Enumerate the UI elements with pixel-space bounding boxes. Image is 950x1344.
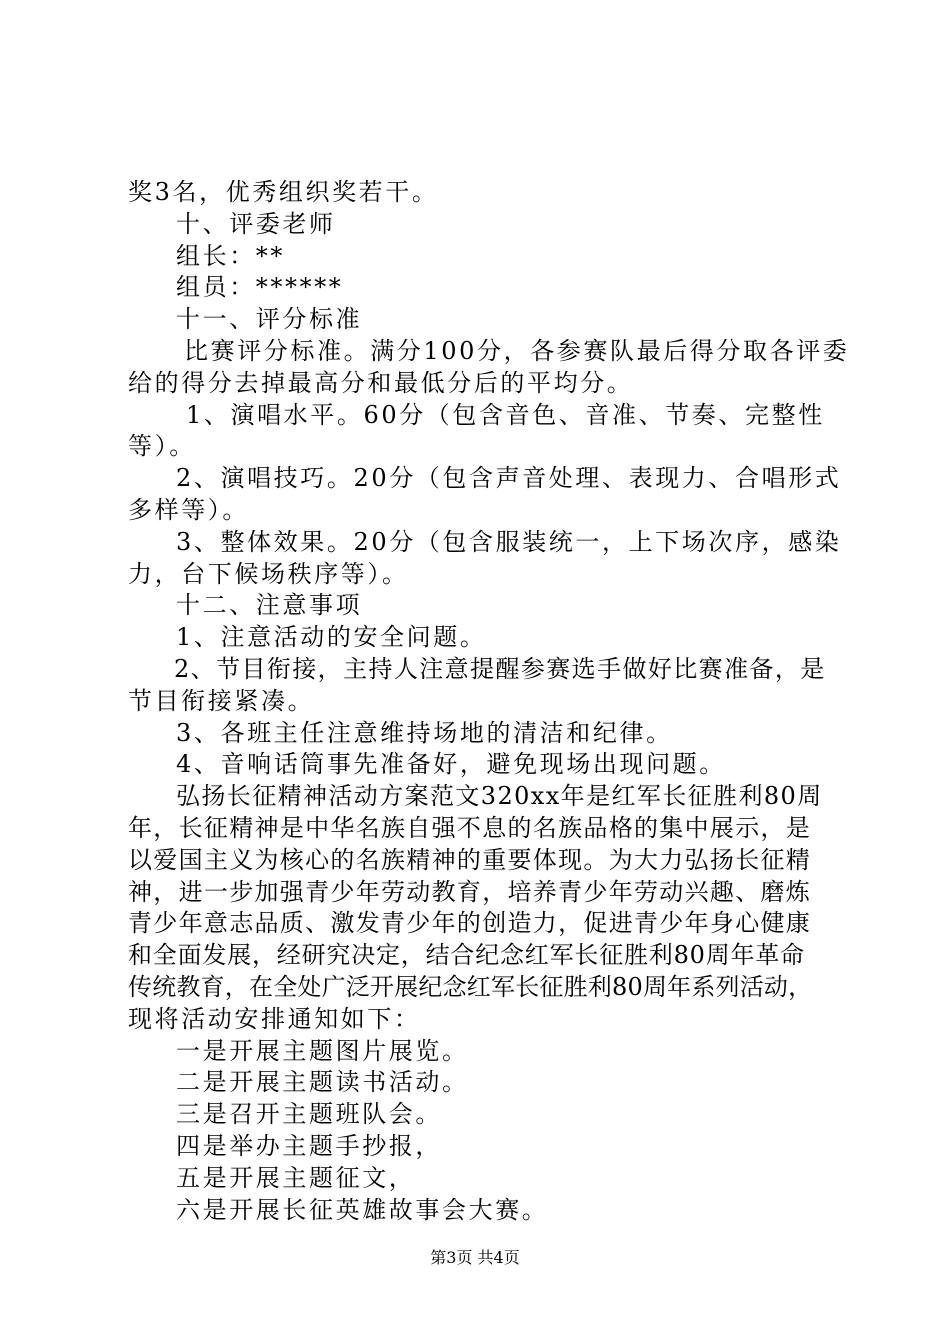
page-number-footer: 第3页 共4页 <box>430 1248 520 1267</box>
section-heading-notes: 十二、注意事项 <box>176 591 363 620</box>
text-line: 比赛评分标准。满分100分，各参赛队最后得分取各评委 <box>184 336 850 365</box>
text-line: 年，长征精神是中华名族自强不息的名族品格的集中展示，是 <box>128 813 812 842</box>
section-heading-judges: 十、评委老师 <box>176 209 336 238</box>
list-item: 三是召开主题班队会。 <box>176 1100 442 1129</box>
text-line: 现将活动安排通知如下： <box>128 1004 421 1033</box>
list-item: 二是开展主题读书活动。 <box>176 1068 469 1097</box>
text-line: 组长：** <box>176 241 285 270</box>
text-line: 2、演唱技巧。20分（包含声音处理、表现力、合唱形式 <box>176 464 842 493</box>
text-line: 和全面发展，经研究决定，结合纪念红军长征胜利80周年革命 <box>128 941 805 970</box>
text-line: 传统教育，在全处广泛开展纪念红军长征胜利80周年系列活动， <box>128 972 813 1001</box>
document-body <box>128 177 850 1226</box>
text-line: 给的得分去掉最高分和最低分后的平均分。 <box>128 368 634 397</box>
text-line: 3、整体效果。20分（包含服装统一，上下场次序，感染 <box>176 527 842 556</box>
text-line: 1、演唱水平。60分（包含音色、音准、节奏、完整性 <box>186 400 825 429</box>
list-item: 一是开展主题图片展览。 <box>176 1036 469 1065</box>
text-line: 组员：****** <box>176 273 344 302</box>
list-item: 四是举办主题手抄报， <box>176 1131 442 1160</box>
text-line: 节目衔接紧凑。 <box>128 686 315 715</box>
list-item: 六是开展长征英雄故事会大赛。 <box>176 1195 549 1224</box>
text-line: 神，进一步加强青少年劳动教育，培养青少年劳动兴趣、磨炼 <box>128 877 812 906</box>
text-line: 2、节目衔接，主持人注意提醒参赛选手做好比赛准备，是 <box>174 654 826 683</box>
text-line: 奖3名，优秀组织奖若干。 <box>128 178 439 206</box>
text-line: 以爱国主义为核心的名族精神的重要体现。为大力弘扬长征精 <box>128 845 812 874</box>
text-line: 等）。 <box>128 432 196 461</box>
text-line: 4、音响话筒事先准备好，避免现场出现问题。 <box>176 750 726 779</box>
section-heading-scoring: 十一、评分标准 <box>176 305 363 334</box>
list-item: 五是开展主题征文， <box>176 1163 416 1192</box>
text-line: 青少年意志品质、激发青少年的创造力，促进青少年身心健康 <box>128 909 812 938</box>
text-line: 1、注意活动的安全问题。 <box>176 623 487 652</box>
text-line: 力，台下候场秩序等）。 <box>128 559 409 588</box>
text-line: 多样等）。 <box>128 495 249 524</box>
text-line: 3、各班主任注意维持场地的清洁和纪律。 <box>176 718 673 747</box>
text-line: 弘扬长征精神活动方案范文320xx年是红军长征胜利80周 <box>176 782 823 811</box>
